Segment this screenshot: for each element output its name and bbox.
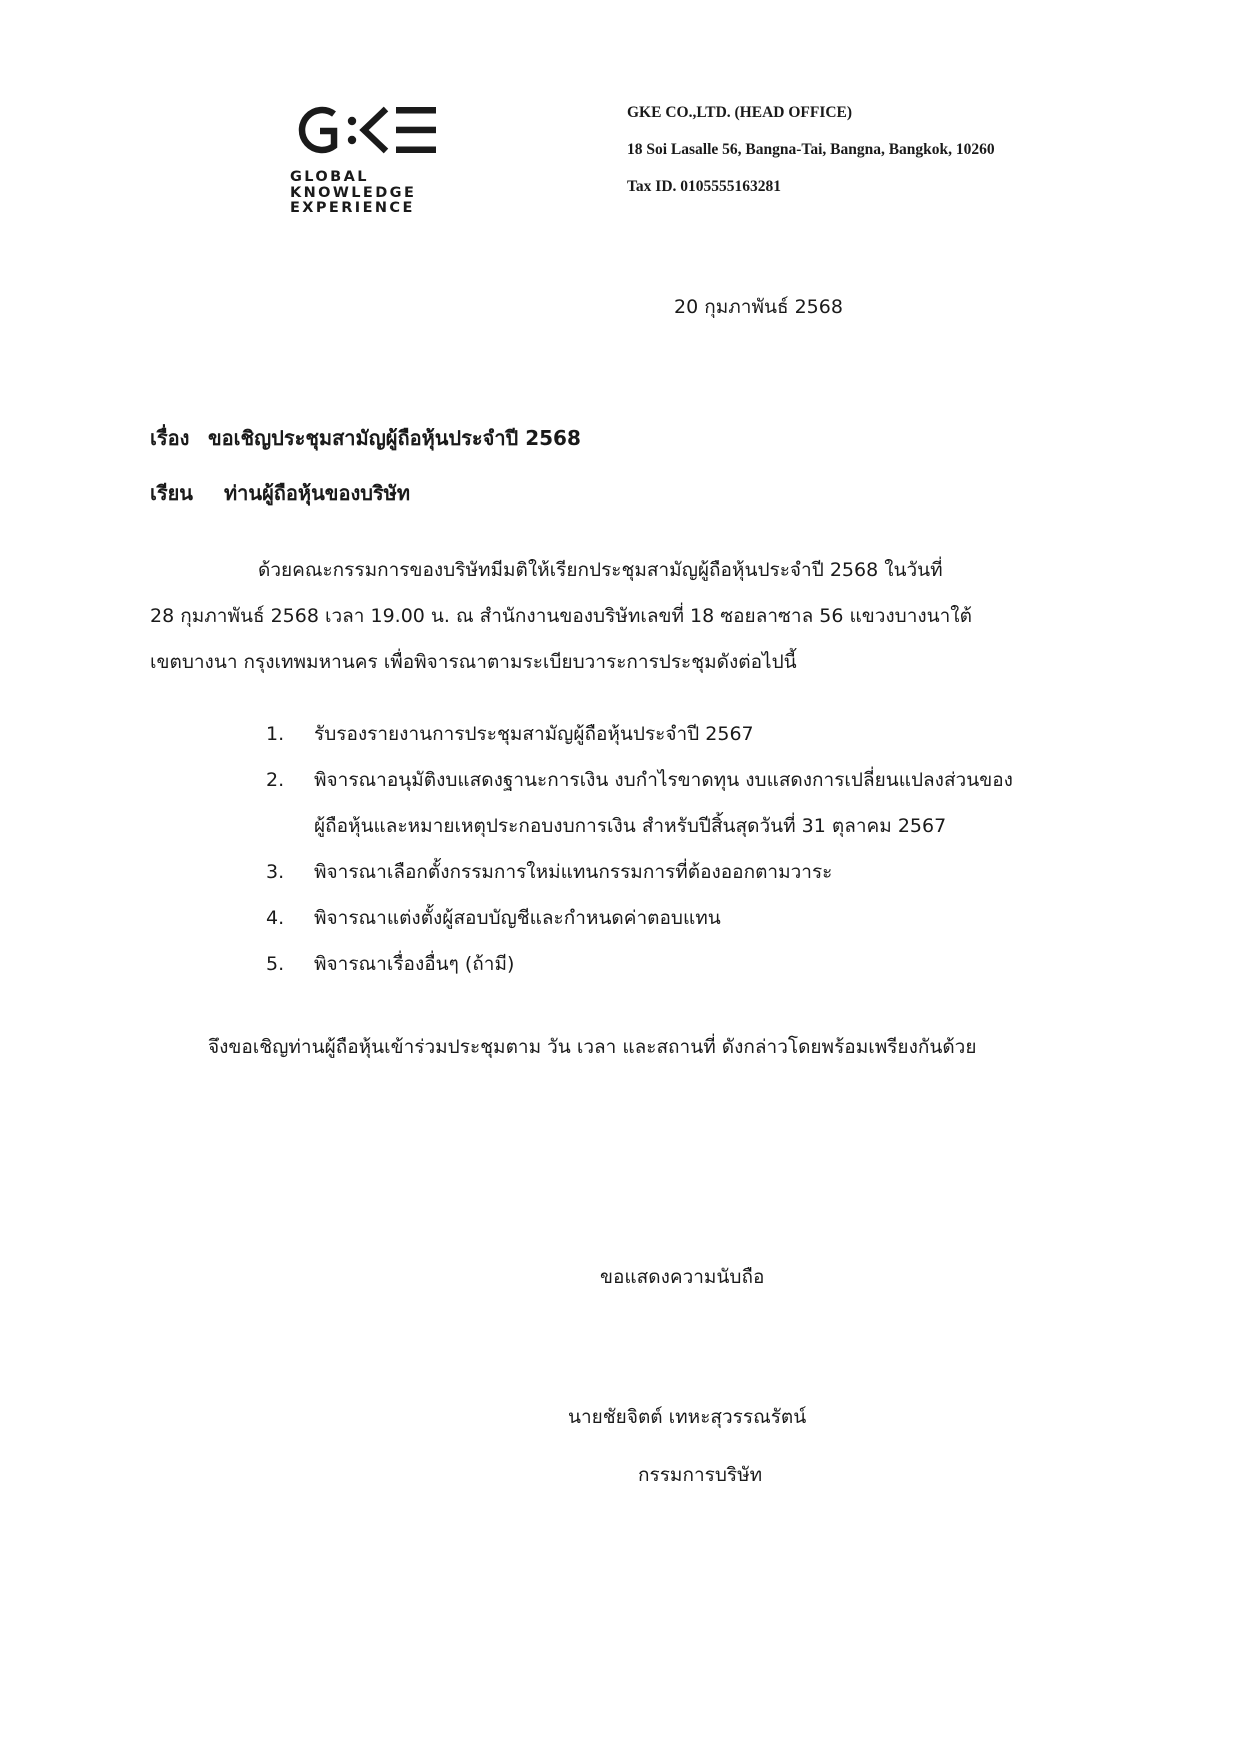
agenda-text — [314, 895, 721, 941]
agenda-list — [266, 711, 1013, 987]
agenda-number: 3. — [266, 861, 285, 883]
subject-text: ขอเชิญประชุมสามัญผู้ถือหุ้นประจำปี 2568 — [208, 426, 581, 450]
company-tax-id: Tax ID. 0105555163281 — [627, 178, 782, 195]
agenda-line: พิจารณาเลือกตั้งกรรมการใหม่แทนกรรมการที่ต้องออกตามวาระ — [314, 861, 833, 883]
agenda-number: 1. — [266, 723, 285, 745]
letter-salutation — [150, 477, 410, 509]
subject-label: เรื่อง — [150, 426, 190, 450]
company-address: 18 Soi Lasalle 56, Bangna-Tai, Bangna, Bangkok, 10260 — [627, 141, 995, 158]
agenda-number: 5. — [266, 953, 285, 975]
gke-logo-mark — [290, 104, 438, 156]
agenda-text — [314, 757, 1013, 849]
salutation-text: ท่านผู้ถือหุ้นของบริษัท — [224, 481, 411, 505]
agenda-line: ผู้ถือหุ้นและหมายเหตุประกอบงบการเงิน สำหรับปีสิ้นสุดวันที่ 31 ตุลาคม 2567 — [314, 815, 947, 837]
body-line: 28 กุมภาพันธ์ 2568 เวลา 19.00 น. ณ สำนักงานของบริษัทเลขที่ 18 ซอยลาซาล 56 แขวงบางนาใต้ — [150, 605, 972, 627]
body-line: เขตบางนา กรุงเทพมหานคร เพื่อพิจารณาตามระเบียบวาระการประชุมดังต่อไปนี้ — [150, 651, 797, 673]
letter-subject — [150, 422, 581, 454]
letter-date: 20 กุมภาพันธ์ 2568 — [674, 296, 843, 318]
agenda-line: พิจารณาแต่งตั้งผู้สอบบัญชีและกำหนดค่าตอบแทน — [314, 907, 721, 929]
signer-name: นายชัยจิตต์ เทหะสุวรรณรัตน์ — [568, 1406, 807, 1428]
body-paragraph — [150, 547, 1090, 685]
agenda-text — [314, 941, 514, 987]
agenda-text — [314, 711, 754, 757]
company-header — [627, 103, 995, 214]
company-logo — [290, 104, 440, 217]
logo-wordmark — [290, 170, 440, 217]
agenda-item — [266, 941, 1013, 987]
agenda-line: รับรองรายงานการประชุมสามัญผู้ถือหุ้นประจำปี 2567 — [314, 723, 754, 745]
agenda-line: พิจารณาอนุมัติงบแสดงฐานะการเงิน งบกำไรขาดทุน งบแสดงการเปลี่ยนแปลงส่วนของ — [314, 769, 1013, 791]
regards-text: ขอแสดงความนับถือ — [600, 1266, 765, 1288]
logo-line-global: GLOBAL — [290, 169, 369, 185]
agenda-item — [266, 849, 1013, 895]
agenda-item — [266, 757, 1013, 849]
agenda-line: พิจารณาเรื่องอื่นๆ (ถ้ามี) — [314, 953, 515, 975]
agenda-text — [314, 849, 832, 895]
closing-paragraph: จึงขอเชิญท่านผู้ถือหุ้นเข้าร่วมประชุมตาม วัน เวลา และสถานที่ ดังกล่าวโดยพร้อมเพรียงกันด้วย — [208, 1036, 977, 1058]
agenda-number: 2. — [266, 769, 285, 791]
body-line: ด้วยคณะกรรมการของบริษัทมีมติให้เรียกประชุมสามัญผู้ถือหุ้นประจำปี 2568 ในวันที่ — [258, 559, 943, 581]
salutation-label: เรียน — [150, 481, 193, 505]
agenda-item — [266, 895, 1013, 941]
signer-title: กรรมการบริษัท — [638, 1464, 763, 1486]
logo-line-experience: EXPERIENCE — [290, 200, 415, 216]
agenda-item — [266, 711, 1013, 757]
agenda-number: 4. — [266, 907, 285, 929]
logo-line-knowledge: KNOWLEDGE — [290, 184, 417, 201]
company-name: GKE CO.,LTD. (HEAD OFFICE) — [627, 104, 853, 121]
